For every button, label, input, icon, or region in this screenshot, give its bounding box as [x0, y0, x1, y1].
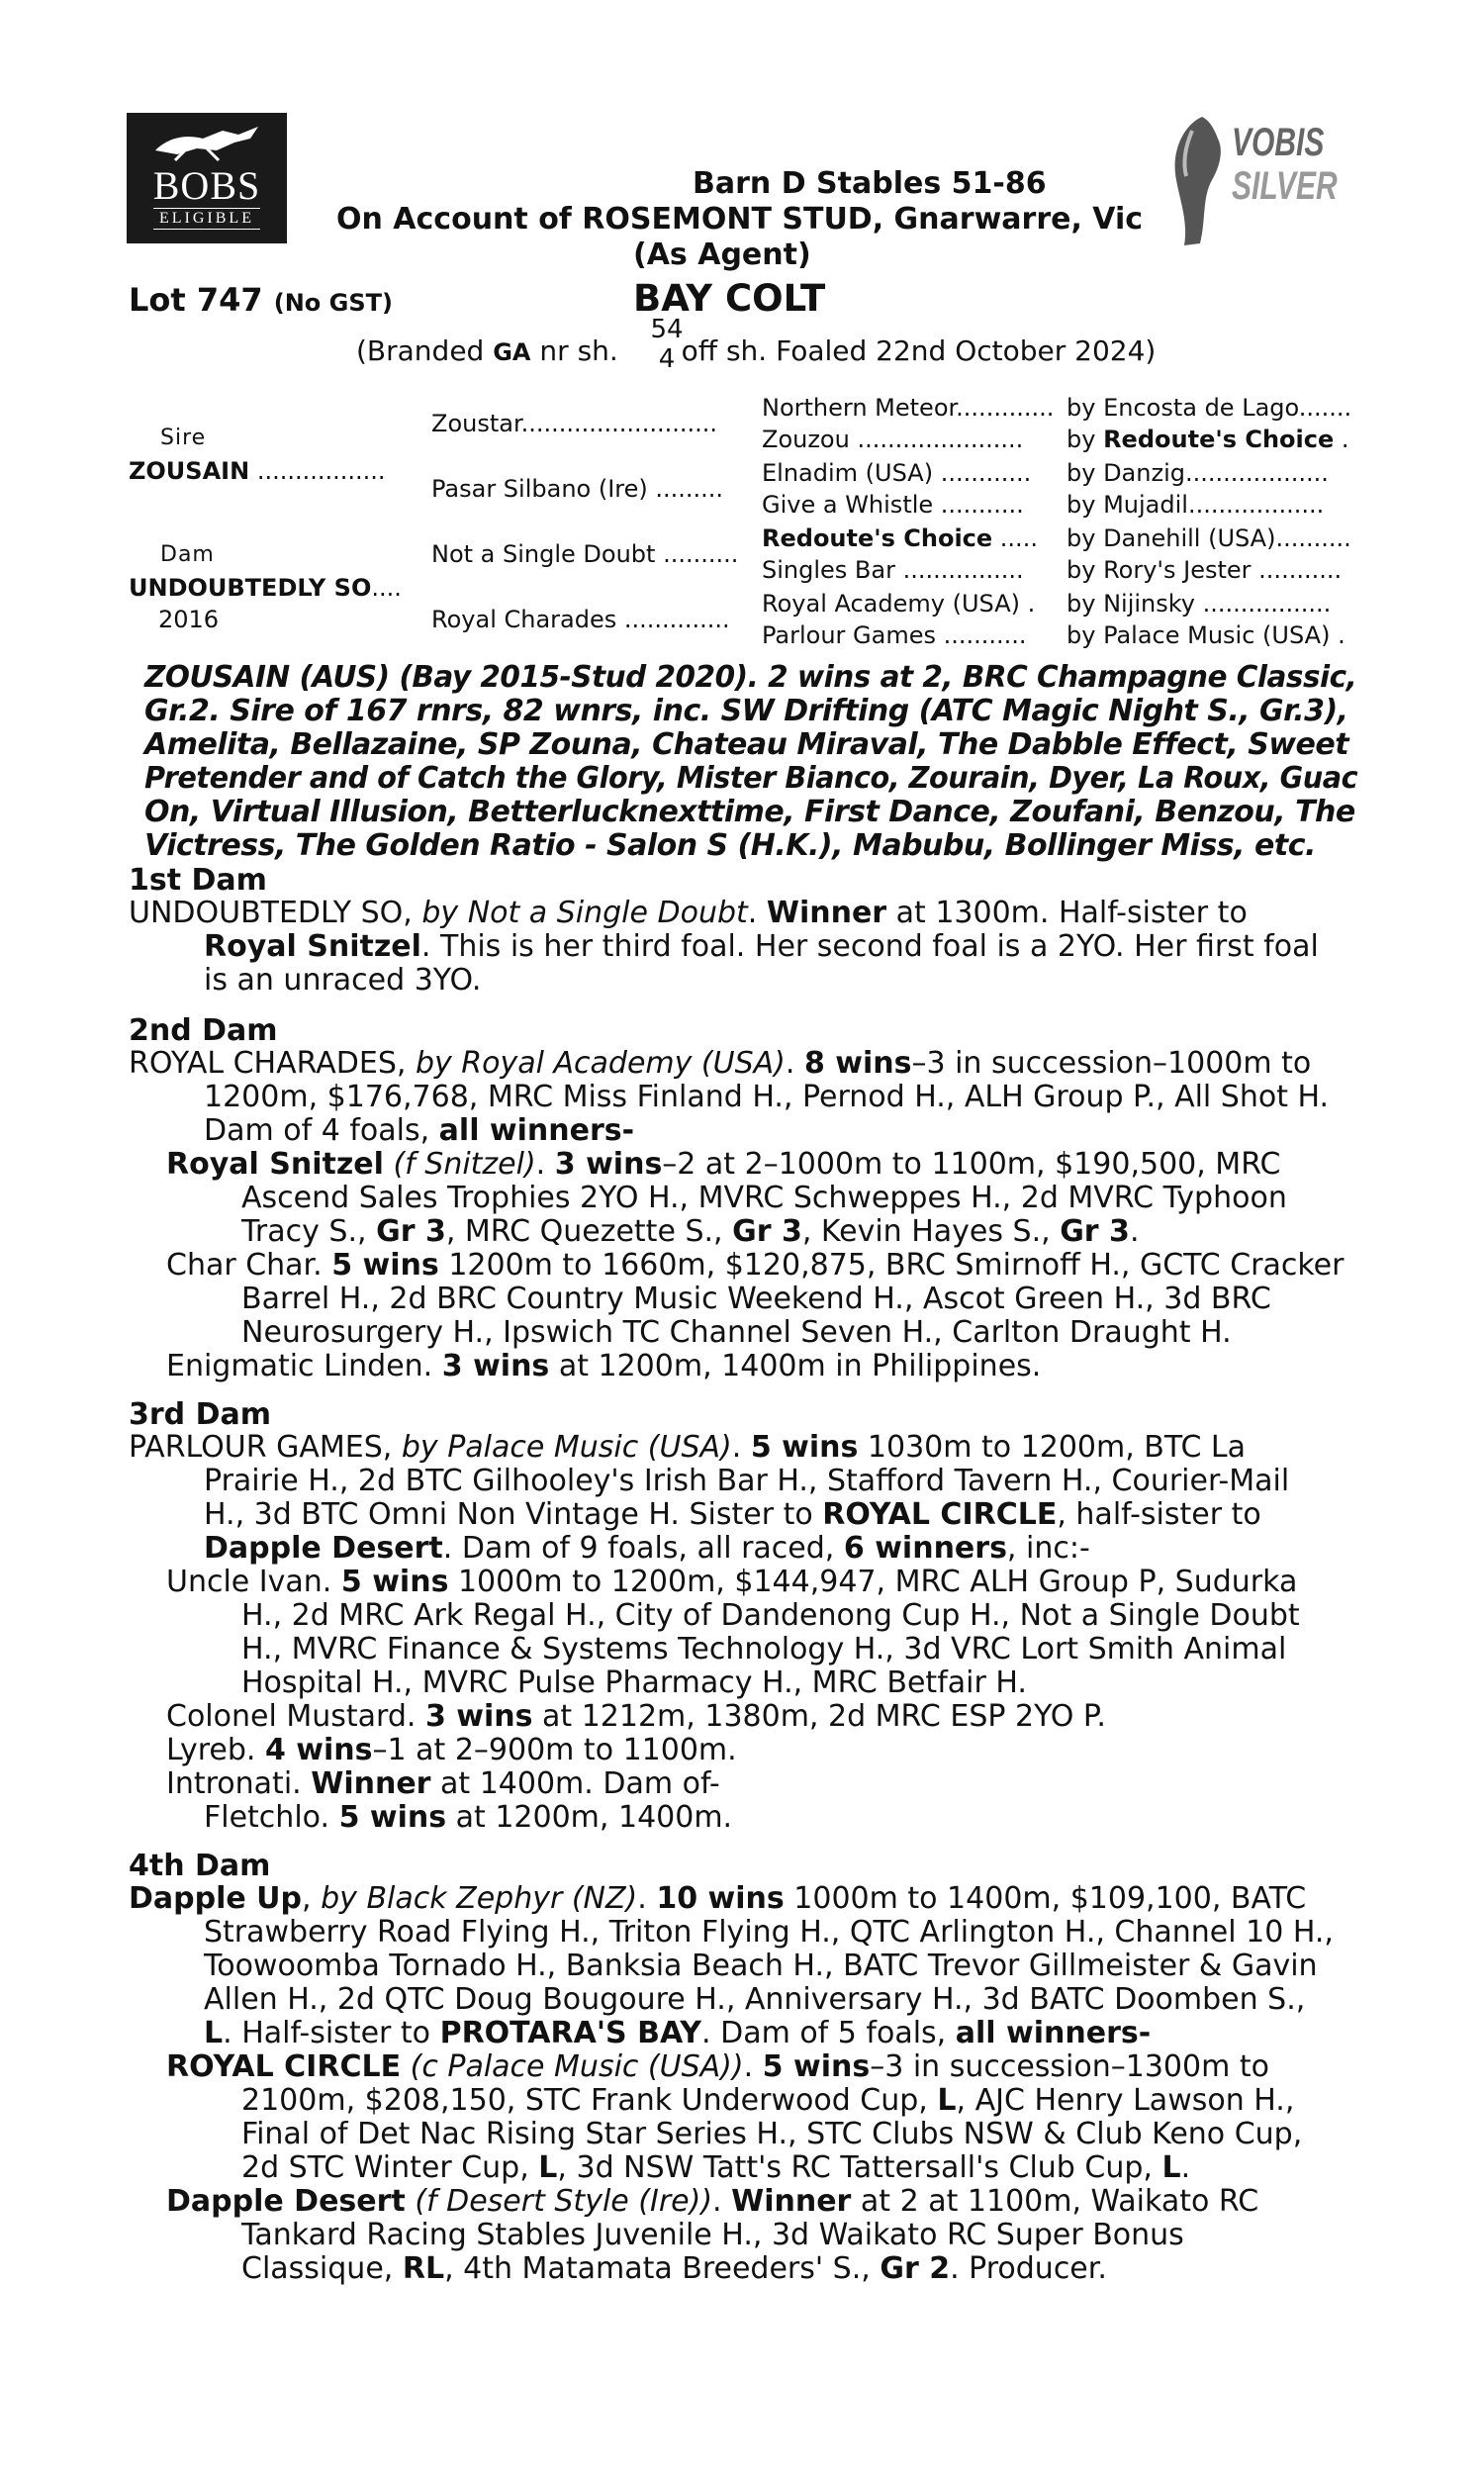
text-segment: 1030m to 1200m, BTC La	[867, 1430, 1247, 1465]
text-segment: 6 winners	[843, 1531, 1007, 1566]
text-segment: by Nijinsky	[1067, 590, 1195, 618]
text-segment: . Producer.	[950, 2251, 1107, 2286]
text-segment: 3 wins	[441, 1349, 550, 1383]
text-segment: Colonel Mustard.	[166, 1699, 417, 1734]
fourth-dam-progeny	[241, 2151, 1190, 2185]
text-segment: 5 wins	[340, 1565, 449, 1599]
text-segment: Singles Bar	[762, 556, 895, 584]
first-dam-line	[129, 897, 1248, 930]
text-segment: by Danehill (USA)	[1067, 524, 1276, 552]
bobs-logo-text: BOBS	[152, 163, 261, 208]
pedigree-gen3-sire-6: by Rory's Jester ...........	[1067, 556, 1343, 584]
text-segment: Gr 3	[376, 1214, 446, 1249]
text-segment: 8 wins	[803, 1046, 912, 1081]
text-segment: . This is her third foal. Her second foal is a 2YO. Her first foal	[420, 929, 1319, 964]
text-segment: Winner	[311, 1766, 431, 1801]
brand-suffix: off sh. Foaled 22nd October 2024)	[681, 334, 1157, 367]
text-segment: ROYAL CHARADES,	[129, 1046, 407, 1081]
text-segment: by Palace Music (USA)	[401, 1430, 732, 1465]
text-segment: Winner	[731, 2184, 852, 2219]
text-segment: Elnadim (USA)	[762, 459, 934, 487]
fourth-dam-line: Allen H., 2d QTC Doug Bougoure H., Anniversary H., 3d BATC Doomben S.,	[204, 1982, 1306, 2017]
text-segment: . Dam of 9 foals, all raced,	[442, 1531, 835, 1566]
gst-note: (No GST)	[273, 289, 393, 317]
brand-num-bottom: 4	[658, 344, 676, 374]
text-segment: Parlour Games	[762, 621, 936, 649]
text-segment: Dapple Desert	[166, 2184, 406, 2219]
text-segment: UNDOUBTEDLY SO,	[129, 896, 413, 930]
text-segment: ,	[302, 1881, 312, 1916]
text-segment: ZOUSAIN	[129, 457, 250, 485]
text-segment: Dam of 4 foals,	[204, 1113, 430, 1148]
text-segment: L	[538, 2150, 558, 2185]
text-segment: –2 at 2–1000m to 1100m, $190,500, MRC	[662, 1147, 1281, 1182]
fourth-dam-line: Strawberry Road Flying H., Triton Flying H., QTC Arlington H., Channel 10 H.,	[204, 1915, 1334, 1950]
first-dam-line	[204, 930, 1319, 964]
text-segment: , inc:-	[1006, 1531, 1090, 1566]
text-segment: UNDOUBTEDLY SO	[129, 574, 372, 602]
text-segment: 4 wins	[264, 1733, 373, 1767]
pedigree-gen2-1: Zoustar..........................	[431, 410, 717, 437]
text-segment: 5 wins	[338, 1800, 447, 1835]
text-segment: Tracy S.,	[241, 1214, 367, 1249]
sire-label: Sire	[160, 426, 207, 450]
pedigree-gen2-3: Not a Single Doubt ..........	[431, 540, 739, 568]
pedigree-gen3-sire-3: by Danzig...................	[1067, 459, 1329, 487]
fourth-dam-progeny	[166, 2050, 1269, 2084]
dam-name: UNDOUBTEDLY SO....	[129, 574, 402, 602]
brand-prefix: (Branded	[356, 334, 485, 367]
text-segment: at 2 at 1100m, Waikato RC	[860, 2184, 1259, 2219]
text-segment: Royal Charades	[431, 606, 617, 633]
second-dam-progeny: Barrel H., 2d BRC Country Music Weekend H., Ascot Green H., 3d BRC	[241, 1282, 1271, 1316]
fourth-dam-line	[204, 2017, 1151, 2050]
text-segment: 1200m to 1660m, $120,875, BRC Smirnoff H., GCTC Cracker	[448, 1248, 1345, 1283]
text-segment: Zoustar	[431, 410, 521, 437]
text-segment: , Kevin Hayes S.,	[801, 1214, 1051, 1249]
text-segment: –1 at 2–900m to 1100m.	[372, 1733, 737, 1767]
sire-summary-line: ZOUSAIN (AUS) (Bay 2015-Stud 2020). 2 wins at 2, BRC Champagne Classic,	[144, 660, 1357, 695]
text-segment: by	[1067, 426, 1096, 453]
text-segment: all winners-	[955, 2016, 1152, 2050]
third-dam-progeny: H., 2d MRC Ark Regal H., City of Dandenong Cup H., Not a Single Doubt	[241, 1598, 1300, 1633]
text-segment: Gr 3	[732, 1214, 802, 1249]
dam-year: 2016	[158, 606, 220, 633]
sire-summary-line: Victress, The Golden Ratio - Salon S (H.K.), Mabubu, Bollinger Miss, etc.	[144, 828, 1316, 863]
text-segment: Northern Meteor	[762, 394, 957, 422]
text-segment: L	[937, 2083, 957, 2118]
third-dam-progeny: H., MVRC Finance & Systems Technology H., 3d VRC Lort Smith Animal	[241, 1632, 1287, 1666]
fourth-dam-heading: 4th Dam	[129, 1849, 271, 1883]
text-segment: .	[1129, 1214, 1140, 1249]
third-dam-progeny	[166, 1767, 720, 1801]
text-segment: Dapple Desert	[204, 1531, 443, 1566]
third-dam-line: Prairie H., 2d BTC Gilhooley's Irish Bar H., Stafford Tavern H., Courier-Mail	[204, 1464, 1290, 1498]
text-segment: 3 wins	[424, 1699, 533, 1734]
fourth-dam-progeny	[166, 2185, 1258, 2219]
lot-number	[129, 281, 393, 319]
barn-location: Barn D Stables 51-86	[693, 166, 1047, 201]
text-segment: at 1300m. Half-sister to	[895, 896, 1248, 930]
text-segment: 5 wins	[762, 2049, 871, 2084]
pedigree-gen3-3: Elnadim (USA) ............	[762, 459, 1032, 487]
brand-fraction	[649, 315, 685, 374]
text-segment: Fletchlo.	[204, 1800, 330, 1835]
text-segment: Not a Single Doubt	[431, 540, 656, 568]
text-segment: Give a Whistle	[762, 491, 934, 519]
pedigree-gen2-4: Royal Charades ..............	[431, 606, 730, 633]
sire-name: ZOUSAIN .................	[129, 457, 386, 485]
text-segment: Gr 2	[880, 2251, 951, 2286]
eligible-logo-text: ELIGIBLE	[153, 208, 260, 230]
text-segment: (c Palace Music (USA))	[410, 2049, 744, 2084]
fourth-dam-progeny	[241, 2084, 1294, 2118]
fourth-dam-progeny: Tankard Racing Stables Juvenile H., 3d Waikato RC Super Bonus	[241, 2218, 1184, 2252]
text-segment: Enigmatic Linden.	[166, 1349, 433, 1383]
text-segment: (f Desert Style (Ire))	[415, 2184, 713, 2219]
text-segment: by Palace Music (USA)	[1067, 621, 1331, 649]
text-segment: 5 wins	[331, 1248, 439, 1283]
agent-note: (As Agent)	[633, 238, 811, 272]
text-segment: L	[1161, 2150, 1181, 2185]
text-segment: by Black Zephyr (NZ)	[321, 1881, 638, 1916]
text-segment: by Rory's Jester	[1067, 556, 1252, 584]
vobis-silver-logo	[1162, 111, 1380, 249]
pedigree-gen3-sire-2: by Redoute's Choice .	[1067, 426, 1349, 453]
text-segment: by Encosta de Lago	[1067, 394, 1299, 422]
text-segment: .	[1180, 2150, 1191, 2185]
text-segment: Redoute's Choice	[762, 524, 993, 552]
third-dam-heading: 3rd Dam	[129, 1397, 271, 1432]
second-dam-progeny	[166, 1350, 1041, 1383]
fourth-dam-progeny: Final of Det Nac Rising Star Series H., STC Clubs NSW & Club Keno Cup,	[241, 2117, 1303, 2151]
text-segment: PARLOUR GAMES,	[129, 1430, 393, 1465]
text-segment: at 1200m, 1400m in Philippines.	[558, 1349, 1042, 1383]
text-segment: 3 wins	[554, 1147, 663, 1182]
bobs-eligible-logo	[127, 113, 287, 243]
text-segment: Lyreb.	[166, 1733, 256, 1767]
third-dam-line	[204, 1532, 1090, 1566]
text-segment: Dapple Up	[129, 1881, 303, 1916]
third-dam-progeny	[166, 1700, 1106, 1734]
fourth-dam-progeny	[241, 2252, 1107, 2286]
first-dam-line: is an unraced 3YO.	[204, 963, 482, 998]
second-dam-heading: 2nd Dam	[129, 1013, 278, 1048]
text-segment: , 3d NSW Tatt's RC Tattersall's Club Cup,	[557, 2150, 1153, 2185]
second-dam-progeny	[166, 1249, 1344, 1283]
text-segment: Gr 3	[1060, 1214, 1130, 1249]
text-segment: PROTARA'S BAY	[439, 2016, 702, 2050]
text-segment: .	[712, 2184, 722, 2219]
text-segment: by Not a Single Doubt	[421, 896, 748, 930]
sire-summary-line: Pretender and of Catch the Glory, Mister Bianco, Zourain, Dyer, La Roux, Guac	[144, 761, 1358, 796]
text-segment: by Mujadil	[1067, 491, 1188, 519]
text-segment: , MRC Quezette S.,	[445, 1214, 723, 1249]
pedigree-gen3-1: Northern Meteor.............	[762, 394, 1055, 422]
third-dam-progeny: Hospital H., MVRC Pulse Pharmacy H., MRC Betfair H.	[241, 1665, 1027, 1700]
lot-label: Lot 747	[129, 281, 263, 319]
text-segment: Zouzou	[762, 426, 850, 453]
text-segment: 1000m to 1400m, $109,100, BATC	[793, 1881, 1307, 1916]
sire-summary-line: Gr.2. Sire of 167 rnrs, 82 wnrs, inc. SW Drifting (ATC Magic Night S., Gr.3),	[144, 694, 1348, 728]
text-segment: 10 wins	[656, 1881, 785, 1916]
brand-num-top: 54	[650, 315, 684, 344]
text-segment: , AJC Henry Lawson H.,	[956, 2083, 1295, 2118]
pedigree-gen3-sire-7: by Nijinsky .................	[1067, 590, 1332, 618]
text-segment: by Danzig	[1067, 459, 1185, 487]
text-segment: ROYAL CIRCLE	[822, 1497, 1058, 1532]
text-segment: by Royal Academy (USA)	[415, 1046, 786, 1081]
text-segment: L	[204, 2016, 224, 2050]
sire-summary-line: Amelita, Bellazaine, SP Zouna, Chateau Miraval, The Dabble Effect, Sweet	[144, 727, 1349, 762]
text-segment: H., 3d BTC Omni Non Vintage H. Sister to	[204, 1497, 813, 1532]
text-segment: .	[747, 896, 758, 930]
third-dam-line	[129, 1431, 1246, 1465]
text-segment: 5 wins	[750, 1430, 859, 1465]
text-segment: .	[785, 1046, 795, 1081]
text-segment: 2d STC Winter Cup,	[241, 2150, 529, 2185]
text-segment: at 1200m, 1400m.	[455, 1800, 733, 1835]
pedigree-gen3-7: Royal Academy (USA) .	[762, 590, 1036, 618]
second-dam-progeny: Ascend Sales Trophies 2YO H., MVRC Schweppes H., 2d MVRC Typhoon	[241, 1181, 1287, 1215]
second-dam-line: 1200m, $176,768, MRC Miss Finland H., Pernod H., ALH Group P., All Shot H.	[204, 1080, 1330, 1114]
brand-line	[356, 334, 1156, 367]
silver-logo-text: SILVER	[1232, 164, 1338, 208]
horse-title: BAY COLT	[633, 277, 826, 320]
text-segment: all winners-	[438, 1113, 635, 1148]
brand-mid: nr sh.	[539, 334, 618, 367]
text-segment: . Dam of 5 foals,	[701, 2016, 947, 2050]
pedigree-gen3-4: Give a Whistle ...........	[762, 491, 1024, 519]
text-segment: . Half-sister to	[223, 2016, 431, 2050]
second-dam-progeny	[241, 1215, 1139, 1249]
text-segment: , 4th Matamata Breeders' S.,	[444, 2251, 871, 2286]
vobis-logo-text: VOBIS	[1232, 121, 1325, 164]
vendor-account: On Account of ROSEMONT STUD, Gnarwarre, Vic	[336, 202, 1144, 237]
text-segment: –3 in succession–1300m to	[870, 2049, 1269, 2084]
text-segment: Uncle Ivan.	[166, 1565, 332, 1599]
text-segment: at 1212m, 1380m, 2d MRC ESP 2YO P.	[542, 1699, 1106, 1734]
fourth-dam-line	[129, 1882, 1306, 1916]
text-segment: , half-sister to	[1057, 1497, 1261, 1532]
text-segment: Redoute's Choice	[1103, 426, 1335, 453]
second-dam-line	[204, 1114, 634, 1148]
pedigree-gen3-sire-1: by Encosta de Lago.......	[1067, 394, 1352, 422]
second-dam-line	[129, 1047, 1311, 1081]
text-segment: at 1400m. Dam of-	[440, 1766, 720, 1801]
text-segment: (f Snitzel)	[393, 1147, 536, 1182]
text-segment: RL	[402, 2251, 445, 2286]
text-segment: Royal Snitzel	[166, 1147, 384, 1182]
fourth-dam-line: Toowoomba Tornado H., Banksia Beach H., BATC Trevor Gillmeister & Gavin	[204, 1949, 1318, 1983]
third-dam-line	[204, 1498, 1261, 1532]
pedigree-gen3-2: Zouzou ......................	[762, 426, 1024, 453]
text-segment: .	[731, 1430, 742, 1465]
sire-summary-line: On, Virtual Illusion, Betterlucknexttime, First Dance, Zoufani, Benzou, The	[144, 795, 1355, 829]
text-segment: 2100m, $208,150, STC Frank Underwood Cup,	[241, 2083, 928, 2118]
text-segment: Intronati.	[166, 1766, 302, 1801]
text-segment: Royal Snitzel	[204, 929, 421, 964]
text-segment: –3 in succession–1000m to	[911, 1046, 1312, 1081]
pedigree-gen2-2: Pasar Silbano (Ire) .........	[431, 475, 724, 503]
pedigree-gen3-sire-5: by Danehill (USA)..........	[1067, 524, 1351, 552]
text-segment: Classique,	[241, 2251, 394, 2286]
text-segment: .	[535, 1147, 546, 1182]
third-dam-progeny	[166, 1566, 1297, 1599]
text-segment: .	[743, 2049, 754, 2084]
text-segment: Pasar Silbano (Ire)	[431, 475, 648, 503]
racehorse-icon	[147, 121, 266, 164]
third-dam-progeny	[204, 1801, 732, 1835]
second-dam-progeny: Neurosurgery H., Ipswich TC Channel Seven H., Carlton Draught H.	[241, 1315, 1232, 1350]
third-dam-progeny	[166, 1734, 737, 1767]
brand-mark: GA	[493, 338, 531, 366]
pedigree-gen3-6: Singles Bar ................	[762, 556, 1024, 584]
pedigree-gen3-8: Parlour Games ...........	[762, 621, 1027, 649]
text-segment: Char Char.	[166, 1248, 323, 1283]
text-segment: .	[637, 1881, 647, 1916]
first-dam-heading: 1st Dam	[129, 863, 267, 898]
pedigree-gen3-sire-4: by Mujadil..................	[1067, 491, 1325, 519]
text-segment: 1000m to 1200m, $144,947, MRC ALH Group P, Sudurka	[457, 1565, 1298, 1599]
text-segment: ROYAL CIRCLE	[166, 2049, 402, 2084]
text-segment: Winner	[766, 896, 887, 930]
text-segment: Royal Academy (USA)	[762, 590, 1020, 618]
pedigree-gen3-5: Redoute's Choice .....	[762, 524, 1038, 552]
second-dam-progeny	[166, 1148, 1281, 1182]
pedigree-gen3-sire-8: by Palace Music (USA) .	[1067, 621, 1345, 649]
dam-label: Dam	[160, 542, 215, 567]
